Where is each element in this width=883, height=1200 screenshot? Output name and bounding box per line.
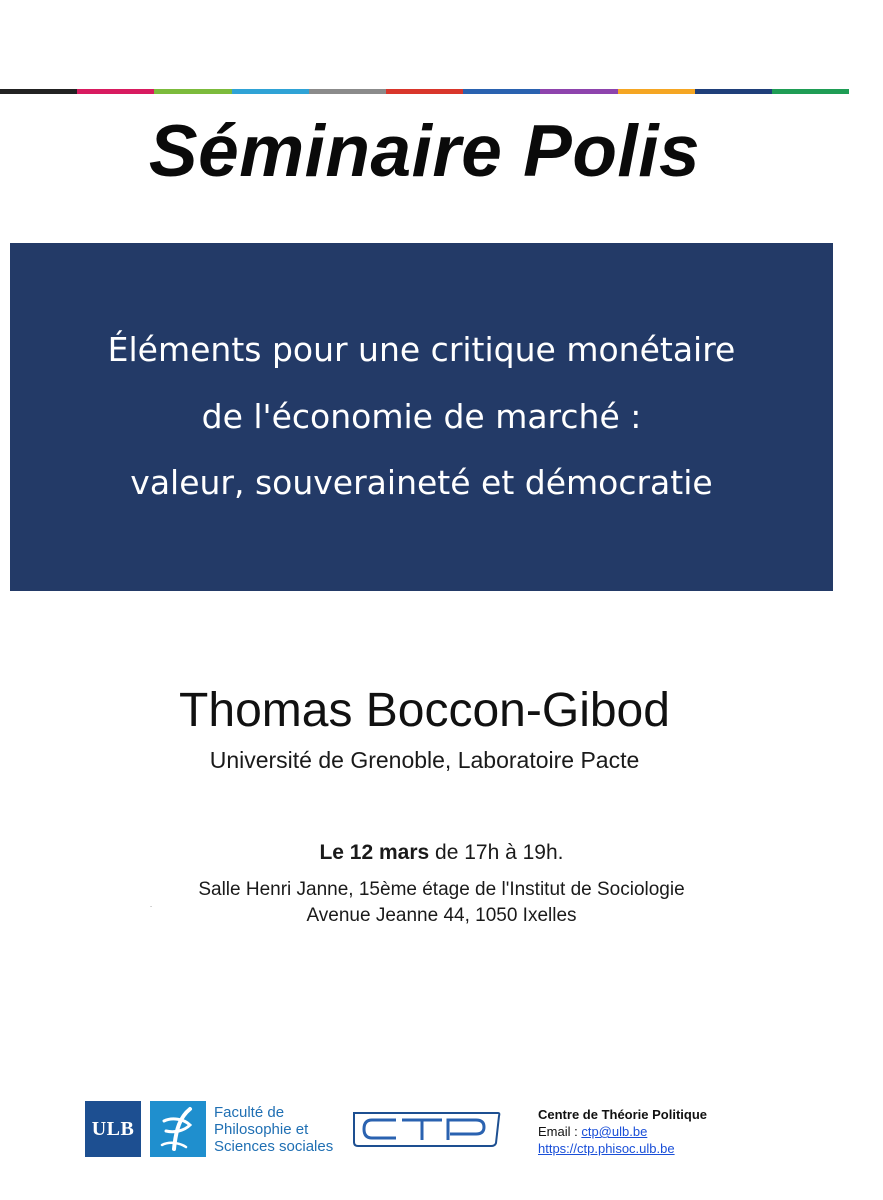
contact-email-line (538, 1123, 707, 1140)
color-stripe (0, 89, 849, 94)
color-stripe-segment (463, 89, 540, 94)
faculty-name-line-3: Sciences sociales (214, 1138, 334, 1155)
topic-line-3: valeur, souveraineté et démocratie (130, 463, 713, 502)
email-link[interactable]: ctp@ulb.be (581, 1124, 648, 1139)
ulb-logo (85, 1101, 141, 1157)
color-stripe-segment (232, 89, 309, 94)
email-label: Email : (538, 1124, 582, 1139)
contact-block (538, 1106, 707, 1157)
page-title: Séminaire Polis (148, 111, 701, 192)
event-time: de 17h à 19h. (429, 841, 564, 864)
color-stripe-segment (77, 89, 154, 94)
color-stripe-segment (618, 89, 695, 94)
faculty-name-line-1: Faculté de (214, 1104, 285, 1121)
speaker-affiliation: Université de Grenoble, Laboratoire Pacte (209, 747, 640, 773)
address-line-2: Avenue Jeanne 44, 1050 Ixelles (306, 905, 577, 926)
color-stripe-segment (540, 89, 617, 94)
event-date: Le 12 mars (319, 841, 430, 864)
color-stripe-segment (695, 89, 772, 94)
speaker-name: Thomas Boccon-Gibod (179, 684, 670, 737)
color-stripe-segment (0, 89, 77, 94)
color-stripe-segment (386, 89, 463, 94)
faculty-name-line-2: Philosophie et (214, 1121, 309, 1138)
ulb-logo-text: ULB (91, 1117, 135, 1140)
ctp-logo-text: CTP (150, 907, 152, 908)
color-stripe-segment (772, 89, 849, 94)
faculty-logo-icon (150, 1101, 206, 1157)
color-stripe-segment (154, 89, 231, 94)
faculty-name (214, 1104, 333, 1155)
contact-organization: Centre de Théorie Politique (538, 1107, 708, 1122)
topic-line-2: de l'économie de marché : (201, 397, 642, 436)
address-line-1: Salle Henri Janne, 15ème étage de l'Institut de Sociologie (198, 879, 685, 900)
website-link[interactable]: https://ctp.phisoc.ulb.be (538, 1141, 675, 1156)
event-date-time (0, 839, 883, 867)
color-stripe-segment (309, 89, 386, 94)
topic-line-1: Éléments pour une critique monétaire (107, 330, 736, 369)
